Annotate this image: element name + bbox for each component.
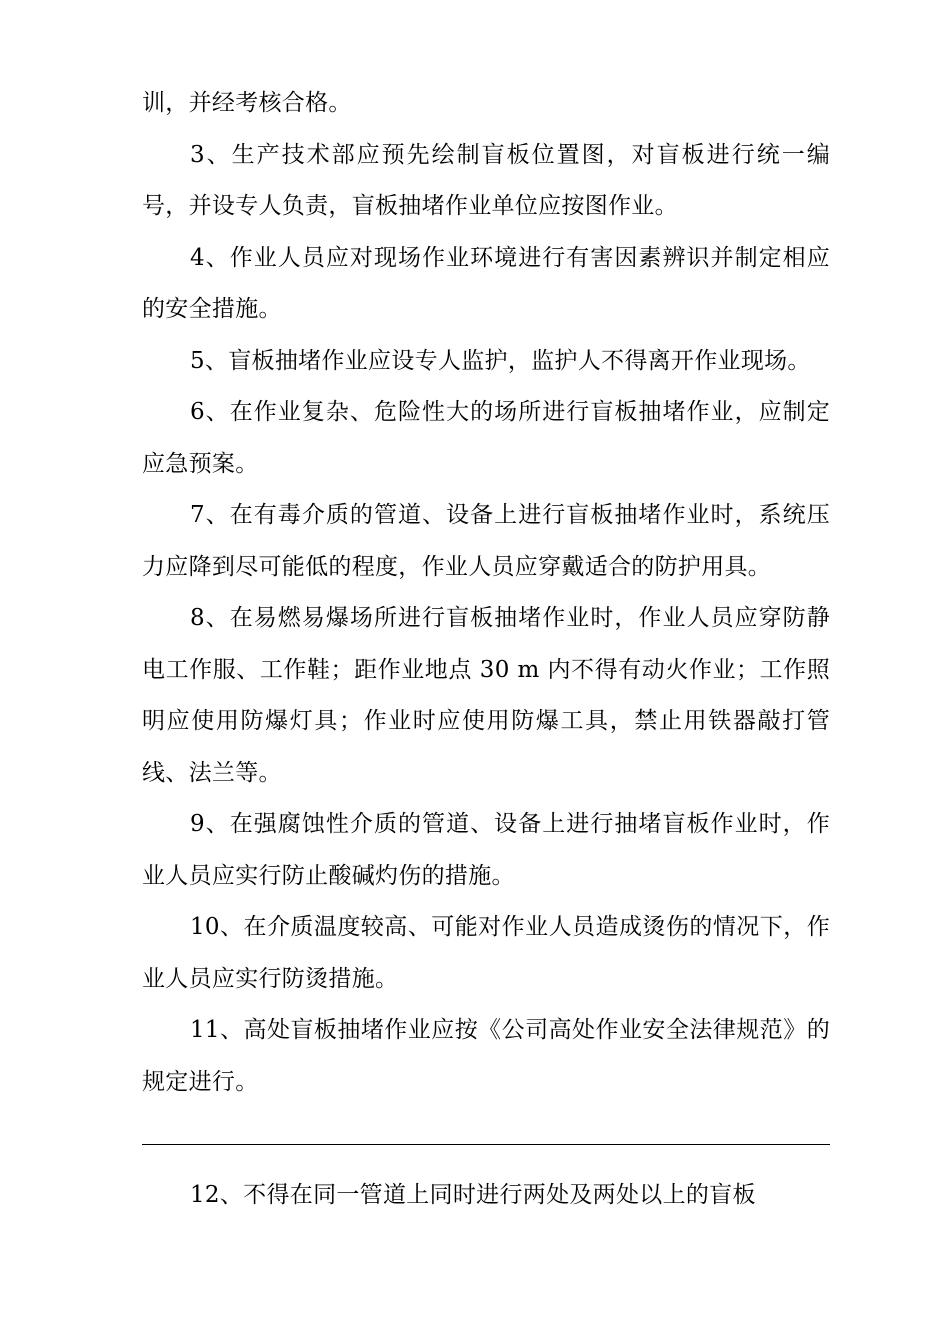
paragraph-item-6: 6、在作业复杂、危险性大的场所进行盲板抽堵作业，应制定应急预案。 [142, 399, 830, 477]
page-break-divider [142, 1144, 830, 1145]
paragraph-item-10: 10、在介质温度较高、可能对作业人员造成烫伤的情况下，作业人员应实行防烫措施。 [142, 914, 830, 992]
paragraph-item-9: 9、在强腐蚀性介质的管道、设备上进行抽堵盲板作业时，作业人员应实行防止酸碱灼伤的措施。 [142, 811, 830, 889]
paragraph-item-8: 8、在易燃易爆场所进行盲板抽堵作业时，作业人员应穿防静电工作服、工作鞋；距作业地点 30 m 内不得有动火作业；工作照明应使用防爆灯具；作业时应使用防爆工具，禁止用铁器敲打管线、法兰等。 [142, 605, 830, 786]
paragraph-item-3: 3、生产技术部应预先绘制盲板位置图，对盲板进行统一编号，并设专人负责，盲板抽堵作业单位应按图作业。 [142, 141, 830, 219]
paragraph-item-7: 7、在有毒介质的管道、设备上进行盲板抽堵作业时，系统压力应降到尽可能低的程度，作业人员应穿戴适合的防护用具。 [142, 502, 830, 580]
paragraph-item-12: 12、不得在同一管道上同时进行两处及两处以上的盲板 [190, 1182, 756, 1208]
paragraph-item-5: 5、盲板抽堵作业应设专人监护，监护人不得离开作业现场。 [190, 347, 811, 374]
paragraph-continuation: 训，并经考核合格。 [142, 90, 352, 116]
document-body-next-page [142, 1170, 830, 1222]
paragraph-item-4: 4、作业人员应对现场作业环境进行有害因素辨识并制定相应的安全措施。 [142, 244, 830, 322]
document-body [142, 78, 830, 1108]
paragraph-item-11: 11、高处盲板抽堵作业应按《公司高处作业安全法律规范》的规定进行。 [142, 1017, 830, 1095]
